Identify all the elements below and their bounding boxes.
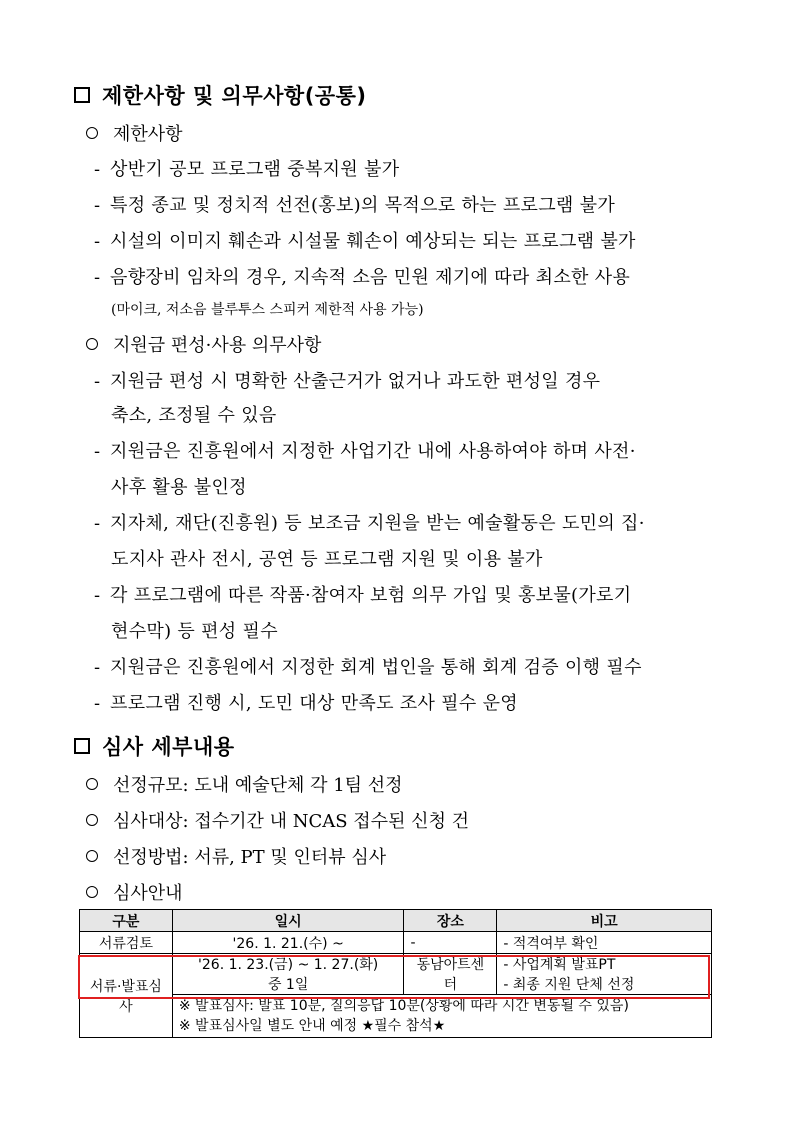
cell-date-line: 중 1일 — [267, 977, 309, 993]
cell-note — [497, 954, 712, 995]
cell-date-line: '26. 1. 23.(금) ~ 1. 27.(화) — [198, 957, 379, 973]
list-item-continuation: 축소, 조정될 수 있음 — [111, 405, 277, 426]
list-item: - 지원금은 진흥원에서 지정한 사업기간 내에 사용하여야 하며 사전· — [94, 441, 636, 462]
list-item: - 음향장비 임차의 경우, 지속적 소음 민원 제기에 따라 최소한 사용 — [94, 267, 631, 288]
review-scale: 선정규모: 도내 예술단체 각 1팀 선정 — [86, 771, 403, 797]
circle-bullet-icon — [86, 850, 98, 862]
table-row-highlighted — [80, 954, 712, 995]
table-footnote — [172, 995, 711, 1038]
section-heading-review — [74, 731, 235, 761]
review-guide: 심사안내 — [86, 879, 183, 905]
list-item: - 특정 종교 및 정치적 선전(홍보)의 목적으로 하는 프로그램 불가 — [94, 195, 616, 216]
review-target: 심사대상: 접수기간 내 NCAS 접수된 신청 건 — [86, 807, 469, 833]
table-header-row — [80, 910, 712, 932]
table-footnote-row — [80, 995, 712, 1038]
cell-note-line: - 사업계획 발표PT — [503, 957, 616, 973]
cell-place: 동남아트센터 — [404, 954, 497, 995]
cell-note: - 적격여부 확인 — [497, 932, 712, 954]
cell-date: '26. 1. 21.(수) ~ — [172, 932, 404, 954]
circle-bullet-icon — [86, 886, 98, 898]
column-header: 구분 — [80, 910, 173, 932]
list-item: - 지원금은 진흥원에서 지정한 회계 법인을 통해 회계 검증 이행 필수 — [94, 657, 642, 678]
review-method: 선정방법: 서류, PT 및 인터뷰 심사 — [86, 843, 386, 869]
cell-date — [172, 954, 404, 995]
checkbox-square-icon — [74, 738, 90, 754]
list-item: - 시설의 이미지 훼손과 시설물 훼손이 예상되는 되는 프로그램 불가 — [94, 231, 636, 252]
section-heading-restrictions — [74, 80, 366, 110]
column-header: 비고 — [497, 910, 712, 932]
table-row — [80, 932, 712, 954]
obligations-label: 지원금 편성·사용 의무사항 — [86, 331, 321, 357]
list-item: - 지자체, 재단(진흥원) 등 보조금 지원을 받는 예술활동은 도민의 집· — [94, 513, 645, 534]
list-item-note: (마이크, 저소음 블루투스 스피커 제한적 사용 가능) — [111, 302, 424, 318]
cell-note-line: - 최종 지원 단체 선정 — [503, 977, 635, 993]
list-item: - 각 프로그램에 따른 작품·참여자 보험 의무 가입 및 홍보물(가로기 — [94, 585, 632, 606]
footnote-line: ※ 발표심사: 발표 10분, 질의응답 10분(상황에 따라 시간 변동될 수 있음) — [178, 998, 629, 1014]
list-item-continuation: 현수막) 등 편성 필수 — [111, 621, 278, 642]
cell-type: 서류검토 — [80, 932, 173, 954]
section-title: 제한사항 및 의무사항(공통) — [102, 84, 367, 108]
circle-bullet-icon — [86, 814, 98, 826]
list-item: - 상반기 공모 프로그램 중복지원 불가 — [94, 159, 400, 180]
list-item: - 지원금 편성 시 명확한 산출근거가 없거나 과도한 편성일 경우 — [94, 371, 601, 392]
list-item: - 프로그램 진행 시, 도민 대상 만족도 조사 필수 운영 — [94, 693, 518, 714]
circle-bullet-icon — [86, 127, 98, 139]
footnote-line: ※ 발표심사일 별도 안내 예정 ★필수 참석★ — [178, 1018, 446, 1034]
list-item-continuation: 사후 활용 불인정 — [111, 477, 247, 498]
schedule-table — [79, 909, 712, 1038]
circle-bullet-icon — [86, 778, 98, 790]
section-title: 심사 세부내용 — [102, 735, 235, 759]
column-header: 장소 — [404, 910, 497, 932]
column-header: 일시 — [172, 910, 404, 932]
checkbox-square-icon — [74, 87, 90, 103]
cell-type: 서류·발표심사 — [80, 954, 173, 1038]
cell-place: - — [404, 932, 497, 954]
restrictions-label: 제한사항 — [86, 120, 183, 146]
circle-bullet-icon — [86, 338, 98, 350]
list-item-continuation: 도지사 관사 전시, 공연 등 프로그램 지원 및 이용 불가 — [111, 549, 543, 570]
